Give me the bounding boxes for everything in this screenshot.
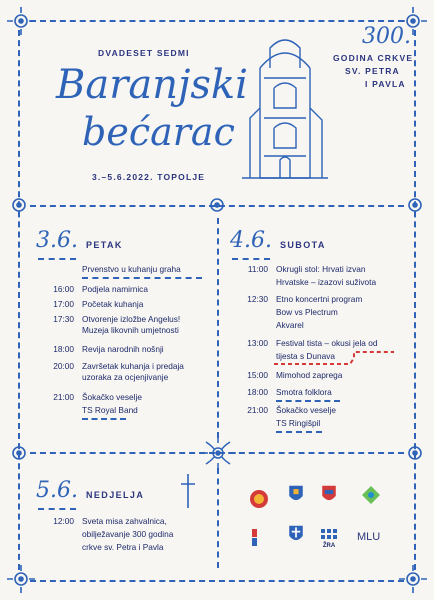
frame-left-line [18, 30, 20, 570]
day3-name: NEDJELJA [86, 490, 145, 500]
event-text: Revija narodnih nošnji [82, 344, 164, 354]
event-text: Otvorenje izložbe Angelus! [82, 314, 181, 324]
event-time: 17:30 [53, 314, 74, 324]
event-text: Muzeja likovnih umjetnosti [82, 325, 179, 335]
cross-icon [178, 472, 198, 510]
sponsor-logo-7-zra [318, 526, 340, 548]
corner-ornament-bottom-right [396, 562, 430, 596]
event-text: Šokačko veselje [276, 405, 336, 415]
event-text: Etno koncertni program [276, 294, 363, 304]
event-text: crkve sv. Petra i Pavla [82, 542, 164, 552]
event-text: Hrvatske – izazovi suživota [276, 277, 377, 287]
event-text: uzoraka za ocjenjivanje [82, 372, 169, 382]
anniversary-number: 300. [362, 24, 411, 49]
event-text: tijesta s Dunava [276, 351, 336, 361]
event-text: Šokačko veselje [82, 392, 142, 402]
ornament-center-header [202, 190, 232, 220]
sponsor-logo-2-coat-of-arms [285, 484, 307, 506]
frame-right-line [414, 30, 416, 570]
title-line-2: bećarac [82, 110, 235, 154]
event-time: 21:00 [53, 392, 74, 402]
svg-text:MLU: MLU [357, 531, 381, 543]
ornament-right-middle [400, 190, 430, 220]
anniversary-line-3: I PAVLA [365, 79, 406, 89]
event-text: Smotra folklora [276, 387, 332, 397]
ornament-left-lower [4, 438, 34, 468]
sponsor-logo-1 [248, 488, 270, 510]
event-text: Početak kuhanja [82, 299, 144, 309]
event-time: 12:30 [247, 294, 268, 304]
event-text: Akvarel [276, 320, 304, 330]
event-text: Festival tista – okusi jela od [276, 338, 378, 348]
anniversary-line-2: SV. PETRA [345, 66, 400, 76]
day2-date-underline [232, 258, 270, 260]
event-text: obilježavanje 300 godina [82, 529, 174, 539]
edition-label: DVADESET SEDMI [98, 48, 190, 58]
day2-date: 4.6. [230, 228, 272, 253]
corner-ornament-bottom-left [4, 562, 38, 596]
day1-date-underline [38, 258, 76, 260]
flower-ornament-center [196, 428, 240, 478]
event-time: 20:00 [53, 361, 74, 371]
event-highlight-underline [276, 431, 322, 433]
event-time: 11:00 [247, 264, 268, 274]
event-time: 13:00 [247, 338, 268, 348]
ornament-right-lower [400, 438, 430, 468]
day3-date: 5.6. [36, 478, 78, 503]
event-time: 17:00 [53, 299, 74, 309]
event-text: Okrugli stol: Hrvati izvan [276, 264, 366, 274]
event-text: TS Royal Band [82, 405, 138, 415]
event-time: 12:00 [53, 516, 74, 526]
lower-vertical-divider [217, 468, 219, 568]
event-time: 16:00 [53, 284, 74, 294]
festival-red-underline [270, 346, 400, 368]
sponsor-logo-3-coat-of-arms [318, 484, 340, 506]
sponsor-logo-8-mlu [356, 526, 388, 548]
sponsor-logo-6-coat-of-arms [285, 524, 307, 546]
event-text: Sveta misa zahvalnica, [82, 516, 167, 526]
day2-name: SUBOTA [280, 240, 326, 250]
day1-date: 3.6. [36, 228, 78, 253]
festival-dates: 3.–5.6.2022. TOPOLJE [92, 172, 206, 182]
event-highlight-underline [82, 277, 202, 279]
title-line-1: Baranjski [56, 62, 248, 108]
event-text: TS Ringišpil [276, 418, 321, 428]
event-highlight-underline [82, 418, 126, 420]
svg-text:ŽRA: ŽRA [322, 543, 336, 548]
sponsor-logo-4-tourism [360, 484, 382, 506]
column-divider [217, 218, 219, 438]
event-text: Prvenstvo u kuhanju graha [82, 264, 181, 274]
event-text: Bow vs Plectrum [276, 307, 338, 317]
event-time: 18:00 [247, 387, 268, 397]
church-illustration [230, 28, 330, 188]
anniversary-line-1: GODINA CRKVE [333, 53, 414, 63]
sponsor-logo-5 [248, 526, 270, 548]
frame-top-line [30, 20, 404, 22]
ornament-left-middle [4, 190, 34, 220]
event-highlight-underline [276, 400, 340, 402]
day1-name: PETAK [86, 240, 123, 250]
event-time: 21:00 [247, 405, 268, 415]
event-time: 15:00 [247, 370, 268, 380]
event-time: 18:00 [53, 344, 74, 354]
day3-date-underline [38, 508, 76, 510]
event-text: Podjela namirnica [82, 284, 148, 294]
frame-bottom-line [30, 580, 404, 582]
corner-ornament-top-left [4, 4, 38, 38]
event-text: Završetak kuhanja i predaja [82, 361, 184, 371]
event-text: Mimohod zaprega [276, 370, 343, 380]
